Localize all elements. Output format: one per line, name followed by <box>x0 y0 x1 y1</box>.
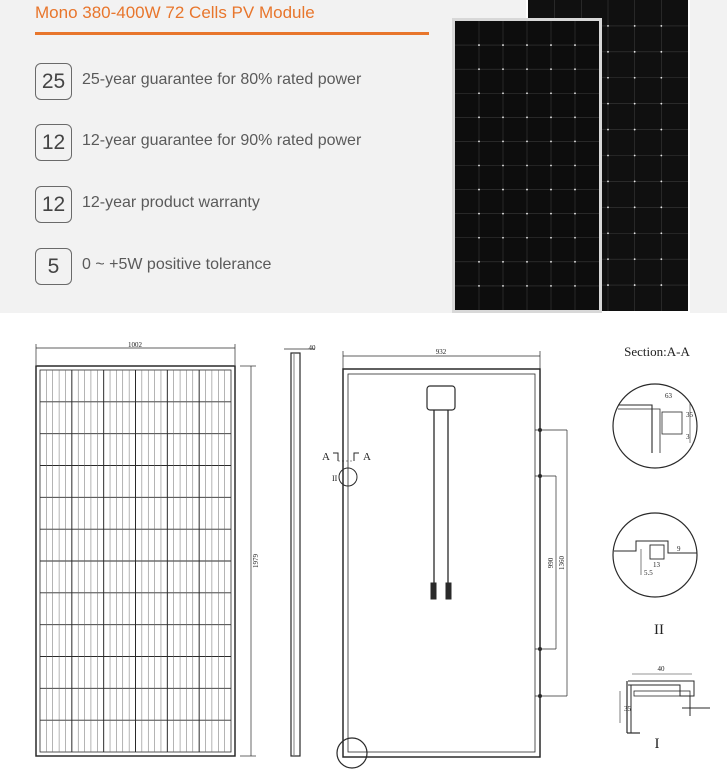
feature-number-badge: 12 <box>35 186 72 223</box>
side-view <box>284 349 315 756</box>
feature-number-badge: 5 <box>35 248 72 285</box>
section-a-right: A <box>363 451 371 463</box>
feature-number-badge: 25 <box>35 63 72 100</box>
profile-dim-b: 35 <box>624 705 631 713</box>
section-details <box>613 384 710 733</box>
technical-drawing <box>0 313 727 776</box>
profile-label: I <box>654 736 660 752</box>
feature-text: 0 ~ +5W positive tolerance <box>82 256 272 273</box>
detail2-dim-b: 13 <box>653 561 660 569</box>
detail1-dim-c: 3 <box>686 433 690 441</box>
solar-panel-photo <box>450 0 695 313</box>
detail1-dim-a: 63 <box>665 392 672 400</box>
section-title: Section:A-A <box>624 344 690 359</box>
feature-number-badge: 12 <box>35 124 72 161</box>
frame-depth-label: 40 <box>308 344 316 352</box>
product-title: Mono 380-400W 72 Cells PV Module <box>35 3 315 22</box>
front-view <box>36 344 256 756</box>
front-height-label: 1979 <box>252 554 260 568</box>
detail2-dim-a: 9 <box>677 545 681 553</box>
mount-outer-label: 1360 <box>558 556 566 570</box>
detail2-label: II <box>654 622 664 638</box>
title-underline <box>35 32 429 35</box>
back-width-label: 932 <box>435 348 447 356</box>
feature-text: 25-year guarantee for 80% rated power <box>82 71 362 88</box>
mount-inner-label: 990 <box>547 557 555 569</box>
feature-text: 12-year product warranty <box>82 194 260 211</box>
detail1-dim-b: 35 <box>686 411 693 419</box>
profile-dim-a: 40 <box>657 665 665 673</box>
front-width-label: 1002 <box>128 341 142 349</box>
detail2-dim-c: 5.5 <box>644 569 653 577</box>
section-a-left: A <box>322 451 330 463</box>
back-view <box>333 351 567 768</box>
detail-ii-marker: II <box>332 474 338 483</box>
feature-text: 12-year guarantee for 90% rated power <box>82 132 362 149</box>
product-header-section <box>0 0 727 313</box>
